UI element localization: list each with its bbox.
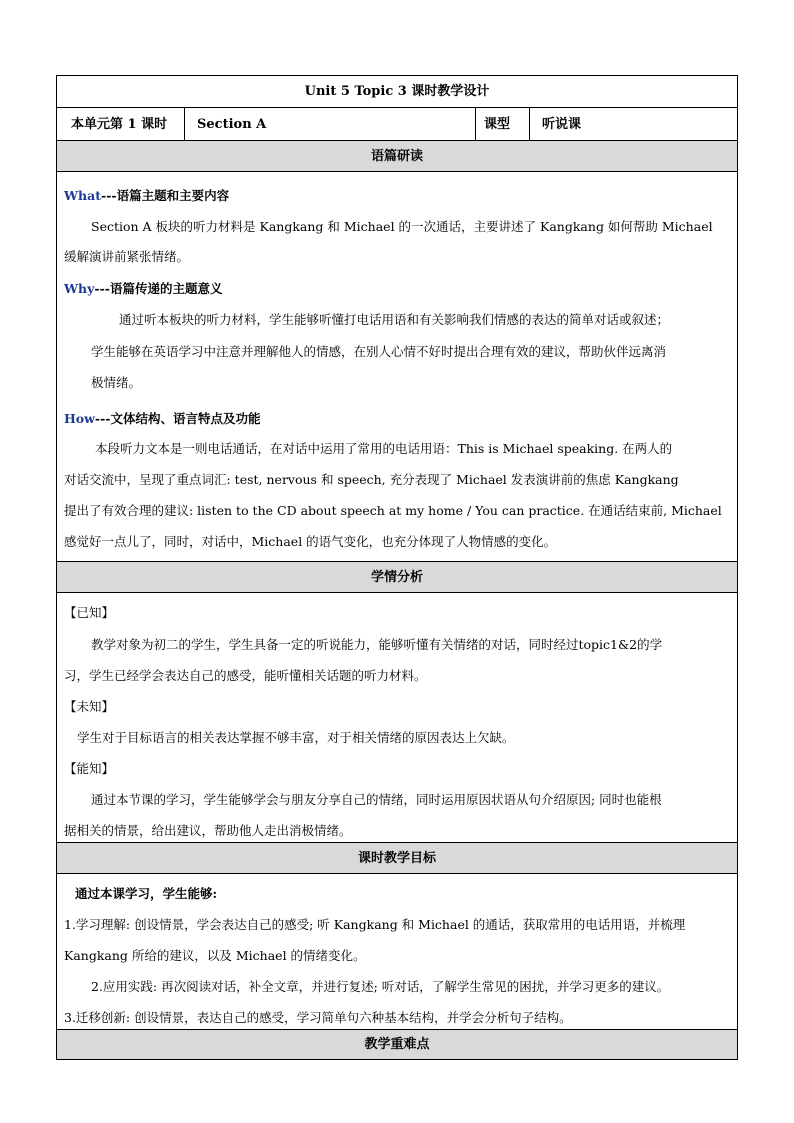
how-line: 提出了有效合理的建议: listen to the CD about speech at my home / You can practice. 在通话结束前, Michael: [64, 503, 722, 518]
how-heading: [64, 409, 261, 427]
how-line: 对话交流中，呈现了重点词汇: test, nervous 和 speech, 充分表现了 Michael 发表演讲前的焦虑 Kangkang: [64, 472, 679, 487]
what-tag: What: [64, 188, 101, 203]
why-heading-text: ---语篇传递的主题意义: [94, 281, 223, 296]
analysis-section-body: [57, 593, 737, 843]
goal-line: 1.学习理解: 创设情景，学会表达自己的感受; 听 Kangkang 和 Michael 的通话，获取常用的电话用语，并梳理: [64, 917, 686, 932]
what-line: Section A 板块的听力材料是 Kangkang 和 Michael 的一次通话，主要讲述了 Kangkang 如何帮助 Michael: [91, 219, 713, 234]
analysis-section-header: 学情分析: [57, 562, 737, 593]
why-line: 通过听本板块的听力材料，学生能够听懂打电话用语和有关影响我们情感的表达的简单对话或叙述；: [119, 312, 670, 327]
able-line: 通过本节课的学习，学生能够学会与朋友分享自己的情绪，同时运用原因状语从句介绍原因; 同时也能根: [91, 792, 662, 807]
goal-line: Kangkang 所给的建议，以及 Michael 的情绪变化。: [64, 948, 366, 963]
meta-row: [57, 108, 737, 141]
how-tag: How: [64, 411, 95, 426]
reading-section-body: [57, 172, 737, 562]
how-heading-text: ---文体结构、语言特点及功能: [94, 411, 261, 426]
why-heading: [64, 279, 222, 297]
known-line: 教学对象为初二的学生，学生具备一定的听说能力，能够听懂有关情绪的对话，同时经过topic1&2的学: [91, 637, 663, 652]
reading-section-header: 语篇研读: [57, 141, 737, 172]
type-value: 听说课: [542, 117, 582, 132]
key-section-header: 教学重难点: [57, 1030, 737, 1059]
section-label: Section A: [185, 108, 476, 140]
lesson-plan-table: [56, 75, 738, 1060]
known-label: 【已知】: [64, 605, 115, 620]
lesson-label: 本单元第 1 课时: [57, 108, 185, 140]
what-heading-text: ---语篇主题和主要内容: [101, 188, 230, 203]
why-tag: Why: [64, 281, 95, 296]
unknown-label: 【未知】: [64, 699, 115, 714]
page-title: Unit 5 Topic 3 课时教学设计: [57, 76, 737, 108]
goal-line: 2.应用实践: 再次阅读对话，补全文章，并进行复述; 听对话，了解学生常见的困扰，并学习更多的建议。: [91, 979, 670, 994]
unknown-line: 学生对于目标语言的相关表达掌握不够丰富，对于相关情绪的原因表达上欠缺。: [77, 730, 515, 745]
type-label: 课型: [476, 108, 530, 140]
how-line: 感觉好一点儿了，同时，对话中，Michael 的语气变化，也充分体现了人物情感的变化。: [64, 534, 557, 549]
goals-section-body: [57, 874, 737, 1030]
known-line: 习，学生已经学会表达自己的感受，能听懂相关话题的听力材料。: [64, 668, 427, 683]
why-line: 极情绪。: [91, 375, 142, 390]
able-line: 据相关的情景，给出建议，帮助他人走出消极情绪。: [64, 823, 352, 838]
goals-intro: 通过本课学习，学生能够:: [75, 886, 218, 901]
how-line: 本段听力文本是一则电话通话，在对话中运用了常用的电话用语：This is Michael speaking. 在两人的: [95, 441, 673, 456]
goal-line: 3.迁移创新: 创设情景，表达自己的感受，学习简单句六种基本结构，并学会分析句子结构。: [64, 1010, 572, 1025]
what-heading: [64, 186, 229, 204]
why-line: 学生能够在英语学习中注意并理解他人的情感，在别人心情不好时提出合理有效的建议，帮助伙伴远离消: [91, 344, 667, 359]
what-line: 缓解演讲前紧张情绪。: [64, 249, 190, 264]
goals-section-header: 课时教学目标: [57, 843, 737, 874]
able-label: 【能知】: [64, 761, 115, 776]
